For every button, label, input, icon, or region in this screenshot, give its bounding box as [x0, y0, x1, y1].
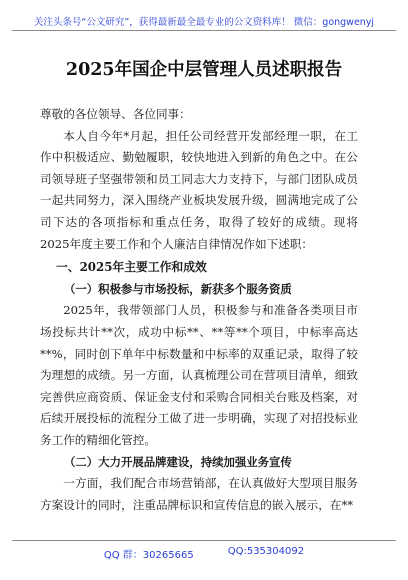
- section-heading: 一、2025年主要工作和成效: [56, 260, 207, 275]
- footer: [0, 546, 408, 561]
- footer-qq: QQ:535304092: [227, 546, 305, 557]
- document-title: 2025年国企中层管理人员述职报告: [65, 60, 343, 80]
- body-paragraph: 2025年，我带领部门人员，积极参与和准备各类项目市场投标共计**次，成功中标**、**等**个项目，中标率高达**%，同时创下单年中标数量和中标率的双重记录，取得了较为理想的成绩。另一方面，认真梳理公司在营项目清单，细致完善供应商资质、保证金支付和采购合同相关台账及档案，对后续开展投标的流程分工做了进一步明确，实现了对招投标业务工作的精细化管控。: [40, 303, 358, 447]
- footer-divider: [12, 540, 396, 541]
- subsection-heading: （二）大力开展品牌建设，持续加强业务宣传: [64, 454, 292, 469]
- intro-paragraph: 本人自今年*月起，担任公司经营开发部经理一职，在工作中积极适应、勤勉履职，较快地进入到新的角色之中。在公司领导班子坚强带领和员工同志大力支持下，与部门团队成员一起共同努力，深入围绕产业板块发展升级，圆满地完成了公司下达的各项指标和重点任务，取得了较好的成绩。现将2025年度主要工作和个人廉洁自律情况作如下述职：: [40, 128, 358, 251]
- footer-qq-group: QQ 群：30265665: [103, 550, 194, 561]
- header-note: 关注头条号“公文研究”，获得最新最全最专业的公文资料库！ 微信：gongwenyj: [33, 17, 375, 28]
- document-body: [40, 104, 358, 516]
- header-divider: [12, 30, 396, 31]
- subsection-heading: （一）积极参与市场投标，新获多个服务资质: [64, 281, 292, 296]
- body-paragraph: 一方面，我们配合市场营销部，在认真做好大型项目服务方案设计的同时，注重品牌标识和宣传信息的嵌入展示，在**: [40, 476, 358, 512]
- salutation: 尊敬的各位领导、各位同事：: [40, 107, 191, 121]
